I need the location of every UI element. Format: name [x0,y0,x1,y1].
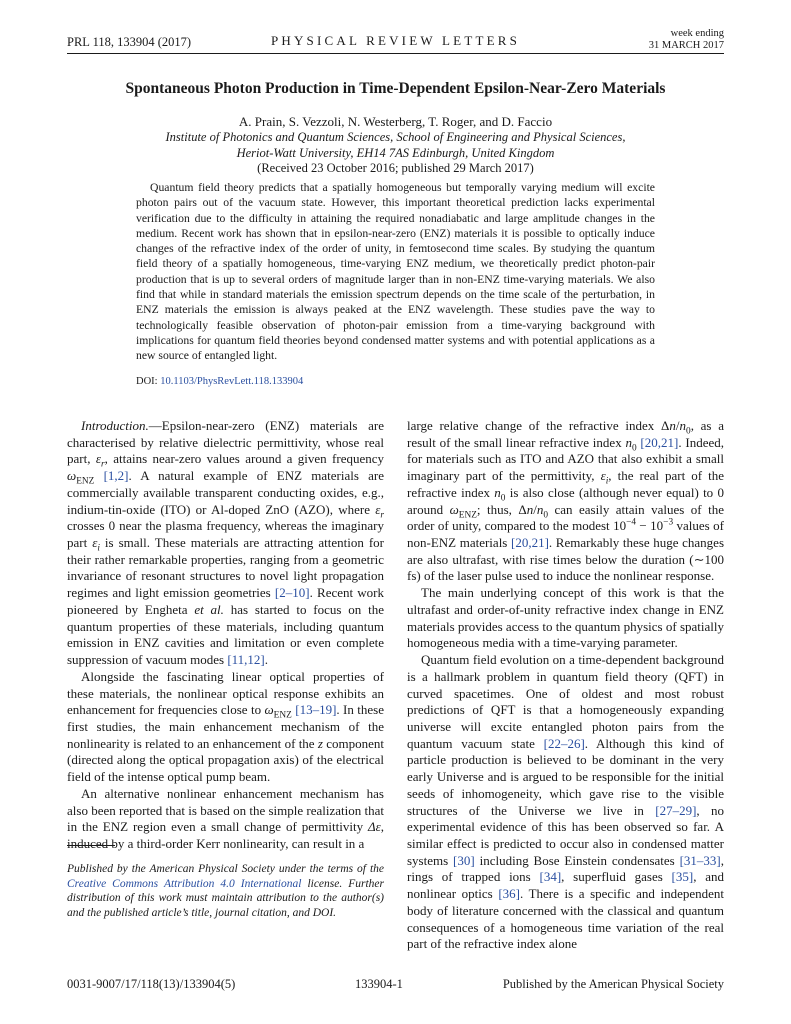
math-delta: Δ [661,418,670,433]
text-run: ; thus, [476,501,519,517]
math-subscript: i [97,543,100,554]
received-date: (Received 23 October 2016; published 29 March 2017) [257,161,534,175]
text-run: An alternative nonlinear enhancement mechanism has also been reported that is based on the simple realization that in the ENZ region even a small change of permittivity [67,785,384,835]
text-run: crosses 0 near the plasma frequency, whereas the imaginary part [67,518,384,551]
citation-link[interactable]: [13–19] [295,702,337,718]
license-footnote [67,862,384,920]
left-column [67,418,384,853]
text-run: , no experimental evidence of this has been observed so far. A similar effect is predicted to occur also in condensed matter systems [407,802,724,868]
issn-code: 0031-9007/17/118(13)/133904(5) [67,977,236,991]
citation-link[interactable]: [20,21] [510,535,549,551]
citation-link[interactable]: [20,21] [640,434,679,450]
text-run: . Although this kind of particle production is believed to be dominant in the very early Universe and is argued to be responsible for the initial seeds of inhomogeneity, which gave rise to the visible structures of the Universe we live in [407,735,724,818]
citation-link[interactable]: [27–29] [655,802,697,818]
abstract: Quantum field theory predicts that a spatially homogeneous but temporally varying medium will excite photon pairs out of the vacuum state. However, this important theoretical prediction lacks experimental verification due to the difficulty in attaining the required nonadiabatic and large amplitude changes in the medium. Recent work has shown that in epsilon-near-zero (ENZ) materials it is possible to optically induce changes of the refractive index of the order of unity, in femtosecond time scales. By studying the quantum field theory of a spatially homogeneous, time-varying ENZ medium, we theoretically predict photon-pair production that is up to several orders of magnitude larger than in non-ENZ time-varying materials. We also find that while in standard materials the emission spectrum depends on the time scale of the perturbation, in ENZ materials the emission is always peaked at the ENZ wavelength. These studies pave the way to technologically feasible observation of photon-pair emission from a time-varying background with implications for quantum field theories beyond condensed matter systems and with potential applications as a new source of entangled light. [136,181,655,363]
text-run: has started to focus on the quantum properties of these materials, including quantum emission in ENZ cavities and limitation or even complete suppression of vacuum modes [67,601,384,668]
math-slash: / [533,501,537,517]
text-run: component (directed along the optical propagation axis) of the electrical field of the intense optical pump beam. [67,735,384,785]
header-rule [67,53,724,54]
license-link[interactable]: Creative Commons Attribution 4.0 International [67,877,302,890]
doi-label: DOI: [136,376,161,387]
paragraph-alternative-mechanism [67,786,384,853]
journal-reference-text: PRL 118, 133904 (2017) [67,35,192,49]
text-run: . Indeed, for materials such as ITO and AZO that also exhibit a small imaginary part of the permittivity, [407,434,724,484]
text-run: license. Further distribution of this work must maintain attribution to the author(s) and the published article’s title, journal citation, and DOI. [67,877,384,919]
math-subscript: 0 [543,510,549,521]
paragraph-main-concept: The main underlying concept of this work is that the ultrafast and order-of-unity refractive index change in ENZ materials provides access to the quantum physics of spatially homogeneous media with a time-varying parameter. [407,585,724,651]
text-run: . Remarkably these huge changes are also ultrafast, with rise times below the duration (∼100 fs) of the laser pulse used to induce the nonlinear response. [407,535,724,584]
math-n: n [526,501,534,517]
math-epsilon: ε [92,535,98,551]
math-subscript: i [605,476,609,487]
paragraph-continued [407,418,724,585]
math-subscript: ENZ [458,510,477,521]
text-run: , and nonlinear optics [407,869,724,902]
citation-link[interactable]: [2–10] [274,585,310,601]
publisher-line: Published by the American Physical Society [502,977,724,991]
math-epsilon: ε [600,468,606,484]
affiliation [0,130,791,161]
text-run: including Bose Einstein condensates [474,852,680,868]
math-z: z [317,735,323,751]
week-ending [649,28,724,52]
text-run: . Recent work pioneered by Engheta [67,585,385,617]
text-run: , rings of trapped ions [407,852,724,885]
journal-name: PHYSICAL REVIEW LETTERS [270,33,521,48]
math-subscript: ENZ [76,476,95,487]
math-epsilon: ε [95,451,101,467]
citation-link[interactable]: [36] [498,886,520,902]
math-minus: − [636,518,651,534]
text-run: Alongside the fascinating linear optical properties of these materials, the nonlinear optical response exhibits an enhancement for frequencies close to [67,668,384,718]
text-run: , as a result of the small linear refractive index [407,418,724,450]
text-run: is also close (although never equal) to 0 around [407,484,724,517]
math-delta-epsilon: Δε [367,819,381,835]
section-lead: Introduction. [81,418,149,433]
paragraph-linear-properties [67,669,384,786]
paragraph-introduction [67,418,384,669]
text-run: —Epsilon-near-zero (ENZ) materials are characterised by relative dielectric permittivity, whose real part, [67,418,384,467]
paragraph-qft [407,652,724,953]
math-subscript: r [100,460,105,471]
text-run: values of non-ENZ materials [407,518,724,551]
text-run: . There is a specific and independent body of literature concerned with the classical and quantum consequences of a homogeneous time variation of the real part of the refractive index alone [407,886,724,952]
text-run: , attains near-zero values around a given frequency [104,451,385,467]
math-n: n [679,418,687,433]
citation-link[interactable]: [31–33] [679,852,721,868]
math-subscript: 0 [631,443,637,454]
author-list: A. Prain, S. Vezzoli, N. Westerberg, T. Roger, and D. Faccio [238,114,553,129]
math-subscript: ENZ [273,710,292,721]
text-run: large relative change of the refractive index [407,418,662,433]
affiliation-line-1: Institute of Photonics and Quantum Sciences, School of Engineering and Physical Sciences, [165,130,626,144]
doi [136,376,303,387]
math-slash: / [675,418,680,433]
citation-link[interactable]: [35] [671,869,694,885]
text-run: can easily attain values of the order of unity, compared to the modest [407,501,724,534]
math-n: n [669,418,676,433]
text-run: , the real part of the refractive index [407,468,724,500]
text-run: . [264,652,268,668]
math-subscript: 0 [500,493,506,504]
math-exponent: −3 [663,517,674,528]
math-epsilon: ε [375,501,381,517]
text-run: . In these first studies, the main enhancement mechanism of the nonlinearity is related to an enhancement of the [67,702,384,751]
text-run: Quantum field evolution on a time-dependent background is a hallmark problem in quantum field theory (QFT) in curved spacetimes. One of oldest and most robust predictions of QFT is that a homogeneously expanding universe will excite entangled photon pairs from the quantum vacuum state [407,652,724,751]
text-run: is small. These materials are attracting attention for their rather remarkable properties, ranging from a geometric invariance of resonant structures to novel light propagation regimes and light emission geometries [67,535,384,601]
doi-link[interactable]: 10.1103/PhysRevLett.118.133904 [160,376,304,387]
math-delta: Δ [518,501,527,517]
math-ten: 10 [613,518,627,534]
week-ending-label: week ending [670,28,724,39]
text-run: , superfluid gases [561,869,672,885]
text-run: , induced by a third-order Kerr nonlinearity, can result in a [67,819,384,851]
math-subscript: r [380,510,384,521]
article-title: Spontaneous Photon Production in Time-Dependent Epsilon-Near-Zero Materials [125,80,666,97]
math-n: n [625,434,632,450]
math-omega: ω [67,468,77,484]
text-run: Published by the American Physical Society under the terms of the [67,863,384,875]
math-subscript: 0 [686,426,691,437]
math-omega: ω [449,501,459,517]
text-run: et al. [194,601,224,617]
week-ending-date: 31 MARCH 2017 [648,40,724,51]
math-exponent: −4 [626,517,637,528]
math-n: n [494,484,501,500]
math-omega: ω [264,702,274,718]
footnote-rule [67,845,115,846]
citation-link[interactable]: [30] [453,852,475,868]
math-n: n [536,501,544,517]
right-column [407,418,724,953]
citation-link[interactable]: [11,12] [227,652,265,668]
affiliation-line-2: Heriot-Watt University, EH14 7AS Edinburgh, United Kingdom [236,145,555,160]
math-ten: 10 [650,518,664,534]
citation-link[interactable]: [1,2] [103,468,129,484]
page-number: 133904-1 [355,977,403,991]
citation-link[interactable]: [22–26] [543,735,585,751]
citation-link[interactable]: [34] [539,869,562,885]
text-run: . A natural example of ENZ materials are commercially available transparent conducting oxides, e.g., indium-tin-oxide (ITO) or Al-doped ZnO (AZO), where [67,468,385,517]
